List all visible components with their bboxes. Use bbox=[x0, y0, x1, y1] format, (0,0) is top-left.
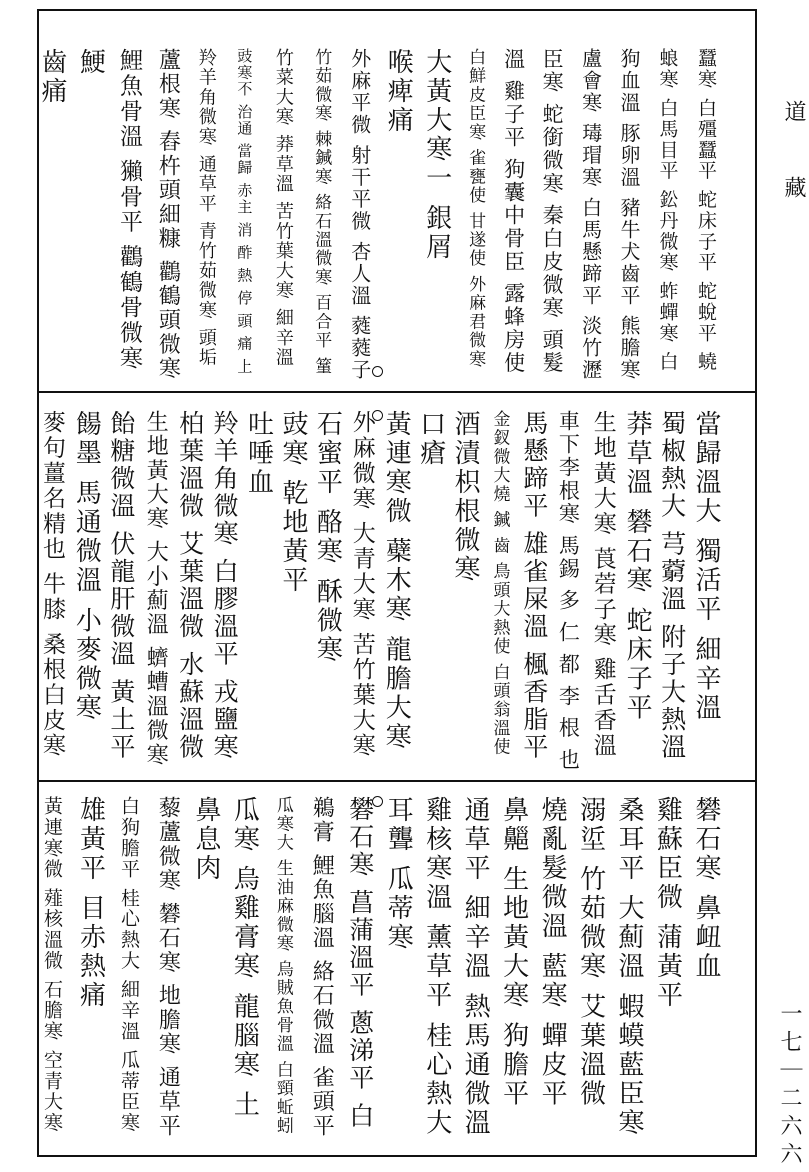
text-column: 黃連寒微 薤核溫微 石膽寒 空青大寒 bbox=[41, 796, 63, 1134]
text-column: 外麻微寒 大青大寒 苦竹葉大寒 bbox=[348, 410, 375, 759]
text-column: 雞蘇臣微 蒲黃平 bbox=[652, 796, 683, 1011]
text-column: 蘆根寒 舂杵頭細糠 鸛鶴頭微寒 bbox=[155, 48, 181, 381]
margin-title-char-2: 藏 bbox=[781, 176, 806, 204]
text-column: 蜋寒 白馬目平 鈆丹微寒 蚱蟬寒 白 bbox=[656, 48, 679, 373]
text-column: 生地黃大寒 大小薊溫 蠐螬溫微寒 bbox=[143, 410, 169, 768]
text-column: 通草平 細辛溫 熱馬通微溫 bbox=[460, 796, 491, 1138]
text-column: 豉寒 乾地黃平 bbox=[277, 410, 308, 596]
text-column: 鼻息肉 bbox=[190, 796, 221, 883]
text-column: 馬懸蹄平 雄雀屎溫 楓香脂平 bbox=[519, 410, 549, 761]
text-column: 鯉魚骨溫 獺骨平 鸛鶴骨微寒 bbox=[115, 48, 142, 371]
text-column: 礬石寒 菖蒲溫平 蔥涕平 白 bbox=[345, 796, 375, 1130]
text-column: 臣寒 蛇銜微寒 秦白皮微寒 頭髮 bbox=[540, 48, 565, 375]
text-column: 石蜜平 酪寒 酥微寒 bbox=[312, 410, 343, 665]
text-column: 鼻齆 生地黃大寒 狗膽平 bbox=[498, 796, 529, 1109]
text-column: 狗血溫 豚卵溫 豬牛犬齒平 熊膽寒 bbox=[617, 48, 642, 382]
margin-title-char-1: 道 bbox=[781, 100, 806, 128]
panel-divider-2 bbox=[37, 780, 757, 782]
text-column: 黃連寒微 蘗木寒 龍膽大寒 bbox=[381, 410, 412, 752]
text-column: 竹菜大寒 莽草溫 苦竹葉大寒 細辛溫 bbox=[272, 48, 294, 368]
text-column: 白狗膽平 桂心熱大 細辛溫 瓜蒂臣寒 bbox=[117, 796, 140, 1134]
text-column: 溺垽 竹茹微寒 艾葉溫微 bbox=[575, 796, 606, 1109]
text-column: 桑耳平 大薊溫 蝦蟆藍臣寒 bbox=[614, 796, 645, 1138]
text-column: 喉痺痛 bbox=[383, 48, 414, 135]
text-column: 餳墨 馬通微溫 小麥微寒 bbox=[71, 410, 102, 723]
text-column: 麥句薑名精也 牛膝 桑根白皮寒 bbox=[39, 410, 65, 759]
text-column: 口瘡 bbox=[415, 410, 446, 468]
text-column: 柏葉溫微 艾葉溫微 水蘇溫微 bbox=[175, 410, 205, 761]
text-column: 金釵微大燒 鍼 齒 鳥頭大熱使 白頭翁溫使 bbox=[489, 410, 510, 757]
text-column: 外麻平微 射干平微 杏人溫 蕤蕤子 bbox=[347, 48, 372, 382]
text-column: 吐唾血 bbox=[243, 410, 274, 497]
section-circle-marker bbox=[372, 366, 383, 377]
text-column: 盧會寒 瑇瑁寒 白馬懸蹄平 淡竹瀝 bbox=[578, 48, 603, 382]
text-column: 生地黃大寒 莨菪子寒 雞舌香溫 bbox=[589, 410, 616, 759]
text-column: 瓜寒大 生油麻微寒 烏賊魚骨溫 白頸蚯蚓 bbox=[272, 796, 293, 1136]
text-column: 蠶寒 白殭蠶平 蛇床子平 蛇蛻平 蟯 bbox=[695, 48, 717, 373]
panel-divider-1 bbox=[37, 391, 757, 393]
text-column: 溫 雞子平 狗囊中骨臣 露蜂房使 bbox=[501, 48, 526, 375]
text-column: 酒漬枳根微寒 bbox=[450, 410, 481, 584]
text-column: 豉寒不 治通 當歸 赤主 消 酢 熱 停 頭 痛 上 bbox=[235, 48, 254, 375]
margin-page-number: 一七｜二六六 bbox=[777, 1002, 802, 1170]
text-column: 羚羊角微寒 白膠溫平 戎鹽寒 bbox=[210, 410, 240, 761]
text-column: 雄黃平 目赤熱痛 bbox=[75, 796, 106, 1011]
text-column: 齒痛 bbox=[37, 48, 67, 106]
text-column: 礬石寒 鼻衄血 bbox=[691, 796, 721, 982]
text-column: 藜蘆微寒 礬石寒 地膽寒 通草平 bbox=[155, 796, 181, 1139]
text-column: 鵜膏 鯉魚腦溫 絡石微溫 雀頭平 bbox=[309, 796, 335, 1139]
text-column: 大黃大寒一 銀屑 bbox=[421, 48, 452, 263]
text-column: 雞核寒溫 薰草平 桂心熱大 bbox=[421, 796, 452, 1138]
text-column: 飴糖微溫 伏龍肝微溫 黃土平 bbox=[106, 410, 136, 761]
text-column: 羚羊角微寒 通草平 青竹茹微寒 頭垢 bbox=[195, 48, 217, 368]
text-column: 耳聾 瓜蒂寒 bbox=[383, 796, 414, 953]
text-column: 莽草溫 礬石寒 蛇床子平 bbox=[622, 410, 653, 723]
text-column: 蜀椒熱大 芎藭溫 附子大熱溫 bbox=[657, 410, 687, 761]
text-column: 當歸溫大 獨活平 細辛溫 bbox=[691, 410, 721, 723]
section-circle-marker bbox=[372, 796, 383, 807]
text-column: 瓜寒 烏雞膏寒 龍腦寒 土 bbox=[229, 796, 260, 1120]
text-column: 鯁 bbox=[75, 48, 106, 77]
text-column: 車下李根寒 馬錫 多 仁 都 李 根 也 bbox=[556, 410, 581, 772]
text-column: 白鮮皮臣寒 雀甕使 甘遂使 外麻君微寒 bbox=[465, 48, 486, 369]
text-column: 燒亂髮微溫 藍寒 蟬皮平 bbox=[537, 796, 568, 1109]
text-column: 竹茹微寒 棘鍼寒 絡石溫微寒 百合平 䈽 bbox=[311, 48, 332, 376]
section-circle-marker bbox=[372, 410, 383, 421]
